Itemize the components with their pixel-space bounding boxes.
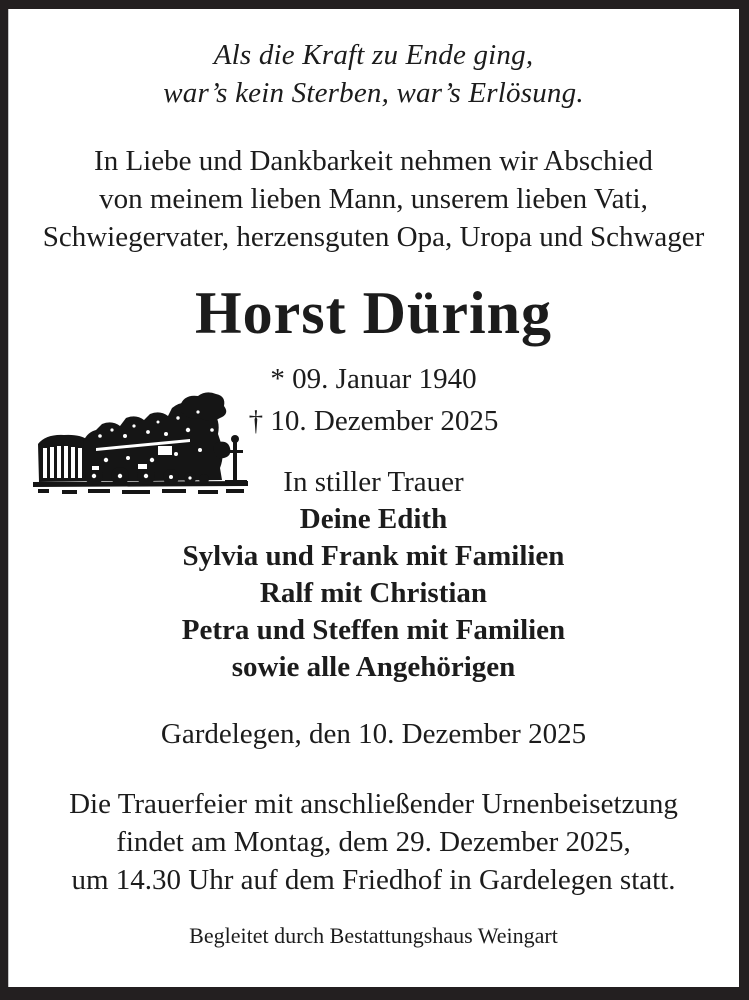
steam-locomotive-icon [30,390,252,496]
deceased-name: Horst Düring [195,280,552,346]
mourner-line: Petra und Steffen mit Familien [181,614,566,646]
mourner-line: Sylvia und Frank mit Familien [182,540,565,572]
funeral-home-credit: Begleitet durch Bestattungshaus Weingart [189,923,558,948]
intro-line: von meinem lieben Mann, unserem lieben Vati, [99,183,648,215]
verse-line: war’s kein Sterben, war’s Erlösung. [163,77,584,109]
farewell-intro [8,142,739,256]
memorial-verse [8,36,739,112]
funeral-line: findet am Montag, dem 29. Dezember 2025, [116,826,631,858]
death-date: † 10. Dezember 2025 [248,405,499,437]
mourner-line: Ralf mit Christian [259,577,488,609]
mourner-line: sowie alle Angehörigen [231,651,516,683]
mourning-heading: In stiller Trauer [283,466,464,498]
verse-line: Als die Kraft zu Ende ging, [213,39,534,71]
birth-date: * 09. Januar 1940 [270,363,477,395]
intro-line: Schwiegervater, herzensguten Opa, Uropa und Schwager [42,221,705,253]
place-and-date: Gardelegen, den 10. Dezember 2025 [160,718,587,750]
mourning-section [8,464,739,686]
funeral-line: um 14.30 Uhr auf dem Friedhof in Gardelegen statt. [71,864,676,896]
mourner-line: Deine Edith [299,503,448,535]
funeral-info [8,785,739,899]
funeral-line: Die Trauerfeier mit anschließender Urnenbeisetzung [69,788,678,820]
intro-line: In Liebe und Dankbarkeit nehmen wir Abschied [94,145,653,177]
